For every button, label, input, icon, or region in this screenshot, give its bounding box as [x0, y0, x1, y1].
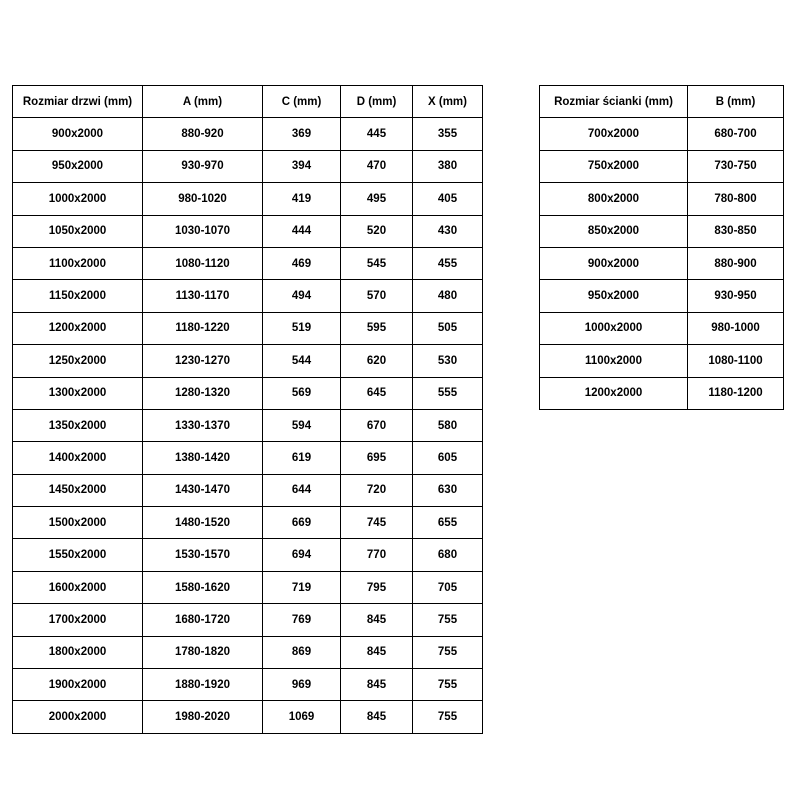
cell-x: 355 — [413, 118, 483, 150]
table-row — [13, 345, 483, 377]
tables-container — [0, 85, 800, 734]
table-header-row — [13, 86, 483, 118]
cell-d: 570 — [341, 280, 413, 312]
cell-b: 780-800 — [688, 183, 784, 215]
cell-x: 605 — [413, 442, 483, 474]
cell-wall-size: 1200x2000 — [540, 377, 688, 409]
table-row — [13, 571, 483, 603]
cell-b: 1080-1100 — [688, 345, 784, 377]
cell-x: 530 — [413, 345, 483, 377]
cell-x: 480 — [413, 280, 483, 312]
cell-d: 720 — [341, 474, 413, 506]
doors-table-header — [13, 86, 483, 118]
cell-c: 544 — [263, 345, 341, 377]
cell-x: 580 — [413, 409, 483, 441]
cell-c: 969 — [263, 669, 341, 701]
cell-wall-size: 1000x2000 — [540, 312, 688, 344]
cell-a: 1180-1220 — [143, 312, 263, 344]
table-row — [13, 215, 483, 247]
cell-c: 469 — [263, 247, 341, 279]
cell-door-size: 1700x2000 — [13, 604, 143, 636]
cell-wall-size: 1100x2000 — [540, 345, 688, 377]
cell-b: 930-950 — [688, 280, 784, 312]
cell-d: 670 — [341, 409, 413, 441]
cell-a: 1680-1720 — [143, 604, 263, 636]
cell-door-size: 1600x2000 — [13, 571, 143, 603]
cell-c: 569 — [263, 377, 341, 409]
table-row — [540, 312, 784, 344]
cell-x: 755 — [413, 669, 483, 701]
cell-a: 1280-1320 — [143, 377, 263, 409]
table-row — [13, 474, 483, 506]
cell-x: 680 — [413, 539, 483, 571]
cell-door-size: 1100x2000 — [13, 247, 143, 279]
cell-d: 545 — [341, 247, 413, 279]
cell-door-size: 1050x2000 — [13, 215, 143, 247]
cell-d: 770 — [341, 539, 413, 571]
cell-door-size: 1400x2000 — [13, 442, 143, 474]
cell-c: 394 — [263, 150, 341, 182]
table-row — [13, 312, 483, 344]
cell-d: 620 — [341, 345, 413, 377]
table-row — [13, 150, 483, 182]
table-row — [13, 183, 483, 215]
cell-wall-size: 800x2000 — [540, 183, 688, 215]
cell-c: 444 — [263, 215, 341, 247]
cell-wall-size: 850x2000 — [540, 215, 688, 247]
table-header-row — [540, 86, 784, 118]
cell-a: 1880-1920 — [143, 669, 263, 701]
cell-a: 1230-1270 — [143, 345, 263, 377]
cell-door-size: 1250x2000 — [13, 345, 143, 377]
cell-a: 1430-1470 — [143, 474, 263, 506]
cell-b: 1180-1200 — [688, 377, 784, 409]
cell-door-size: 2000x2000 — [13, 701, 143, 733]
table-row — [540, 247, 784, 279]
cell-a: 1380-1420 — [143, 442, 263, 474]
table-row — [540, 150, 784, 182]
cell-x: 405 — [413, 183, 483, 215]
cell-door-size: 1450x2000 — [13, 474, 143, 506]
table-row — [13, 118, 483, 150]
cell-d: 595 — [341, 312, 413, 344]
table-row — [13, 604, 483, 636]
cell-d: 845 — [341, 701, 413, 733]
table-row — [13, 669, 483, 701]
table-row — [13, 442, 483, 474]
cell-a: 1030-1070 — [143, 215, 263, 247]
cell-c: 594 — [263, 409, 341, 441]
cell-c: 619 — [263, 442, 341, 474]
table-row — [13, 247, 483, 279]
wall-table-body — [540, 118, 784, 410]
cell-wall-size: 700x2000 — [540, 118, 688, 150]
cell-b: 980-1000 — [688, 312, 784, 344]
cell-d: 845 — [341, 604, 413, 636]
cell-a: 1330-1370 — [143, 409, 263, 441]
cell-wall-size: 950x2000 — [540, 280, 688, 312]
table-row — [540, 215, 784, 247]
cell-d: 845 — [341, 669, 413, 701]
cell-x: 755 — [413, 604, 483, 636]
cell-c: 669 — [263, 507, 341, 539]
cell-a: 1130-1170 — [143, 280, 263, 312]
cell-d: 845 — [341, 636, 413, 668]
table-row — [13, 507, 483, 539]
cell-d: 445 — [341, 118, 413, 150]
cell-x: 630 — [413, 474, 483, 506]
table-row — [540, 118, 784, 150]
cell-door-size: 950x2000 — [13, 150, 143, 182]
table-row — [540, 345, 784, 377]
column-header-c: C (mm) — [263, 86, 341, 118]
cell-a: 930-970 — [143, 150, 263, 182]
doors-size-table — [12, 85, 483, 734]
cell-b: 730-750 — [688, 150, 784, 182]
cell-a: 1580-1620 — [143, 571, 263, 603]
table-row — [540, 183, 784, 215]
table-row — [13, 539, 483, 571]
table-row — [13, 409, 483, 441]
column-header-d: D (mm) — [341, 86, 413, 118]
cell-x: 555 — [413, 377, 483, 409]
cell-c: 719 — [263, 571, 341, 603]
table-row — [540, 377, 784, 409]
cell-door-size: 1000x2000 — [13, 183, 143, 215]
cell-x: 705 — [413, 571, 483, 603]
cell-c: 644 — [263, 474, 341, 506]
cell-door-size: 1300x2000 — [13, 377, 143, 409]
cell-door-size: 1800x2000 — [13, 636, 143, 668]
cell-door-size: 1150x2000 — [13, 280, 143, 312]
cell-c: 369 — [263, 118, 341, 150]
wall-table-header — [540, 86, 784, 118]
cell-a: 880-920 — [143, 118, 263, 150]
cell-a: 1780-1820 — [143, 636, 263, 668]
table-row — [13, 377, 483, 409]
wall-size-table — [539, 85, 784, 410]
cell-x: 755 — [413, 701, 483, 733]
cell-d: 745 — [341, 507, 413, 539]
table-row — [13, 701, 483, 733]
cell-d: 470 — [341, 150, 413, 182]
cell-x: 380 — [413, 150, 483, 182]
column-header-a: A (mm) — [143, 86, 263, 118]
doors-table-body — [13, 118, 483, 733]
cell-x: 755 — [413, 636, 483, 668]
cell-c: 769 — [263, 604, 341, 636]
cell-c: 494 — [263, 280, 341, 312]
cell-b: 830-850 — [688, 215, 784, 247]
cell-door-size: 1350x2000 — [13, 409, 143, 441]
cell-x: 455 — [413, 247, 483, 279]
cell-c: 869 — [263, 636, 341, 668]
cell-d: 520 — [341, 215, 413, 247]
cell-x: 430 — [413, 215, 483, 247]
cell-a: 1980-2020 — [143, 701, 263, 733]
cell-c: 519 — [263, 312, 341, 344]
cell-wall-size: 900x2000 — [540, 247, 688, 279]
cell-c: 1069 — [263, 701, 341, 733]
column-header-b: B (mm) — [688, 86, 784, 118]
cell-door-size: 1200x2000 — [13, 312, 143, 344]
cell-door-size: 1550x2000 — [13, 539, 143, 571]
cell-d: 495 — [341, 183, 413, 215]
cell-b: 880-900 — [688, 247, 784, 279]
cell-x: 655 — [413, 507, 483, 539]
cell-wall-size: 750x2000 — [540, 150, 688, 182]
cell-a: 1080-1120 — [143, 247, 263, 279]
cell-a: 1480-1520 — [143, 507, 263, 539]
cell-a: 1530-1570 — [143, 539, 263, 571]
cell-x: 505 — [413, 312, 483, 344]
cell-d: 645 — [341, 377, 413, 409]
column-header-door-size: Rozmiar drzwi (mm) — [13, 86, 143, 118]
cell-d: 695 — [341, 442, 413, 474]
cell-c: 694 — [263, 539, 341, 571]
table-row — [540, 280, 784, 312]
cell-b: 680-700 — [688, 118, 784, 150]
cell-d: 795 — [341, 571, 413, 603]
column-header-wall-size: Rozmiar ścianki (mm) — [540, 86, 688, 118]
cell-door-size: 900x2000 — [13, 118, 143, 150]
cell-door-size: 1500x2000 — [13, 507, 143, 539]
cell-door-size: 1900x2000 — [13, 669, 143, 701]
cell-a: 980-1020 — [143, 183, 263, 215]
cell-c: 419 — [263, 183, 341, 215]
column-header-x: X (mm) — [413, 86, 483, 118]
table-row — [13, 636, 483, 668]
table-row — [13, 280, 483, 312]
